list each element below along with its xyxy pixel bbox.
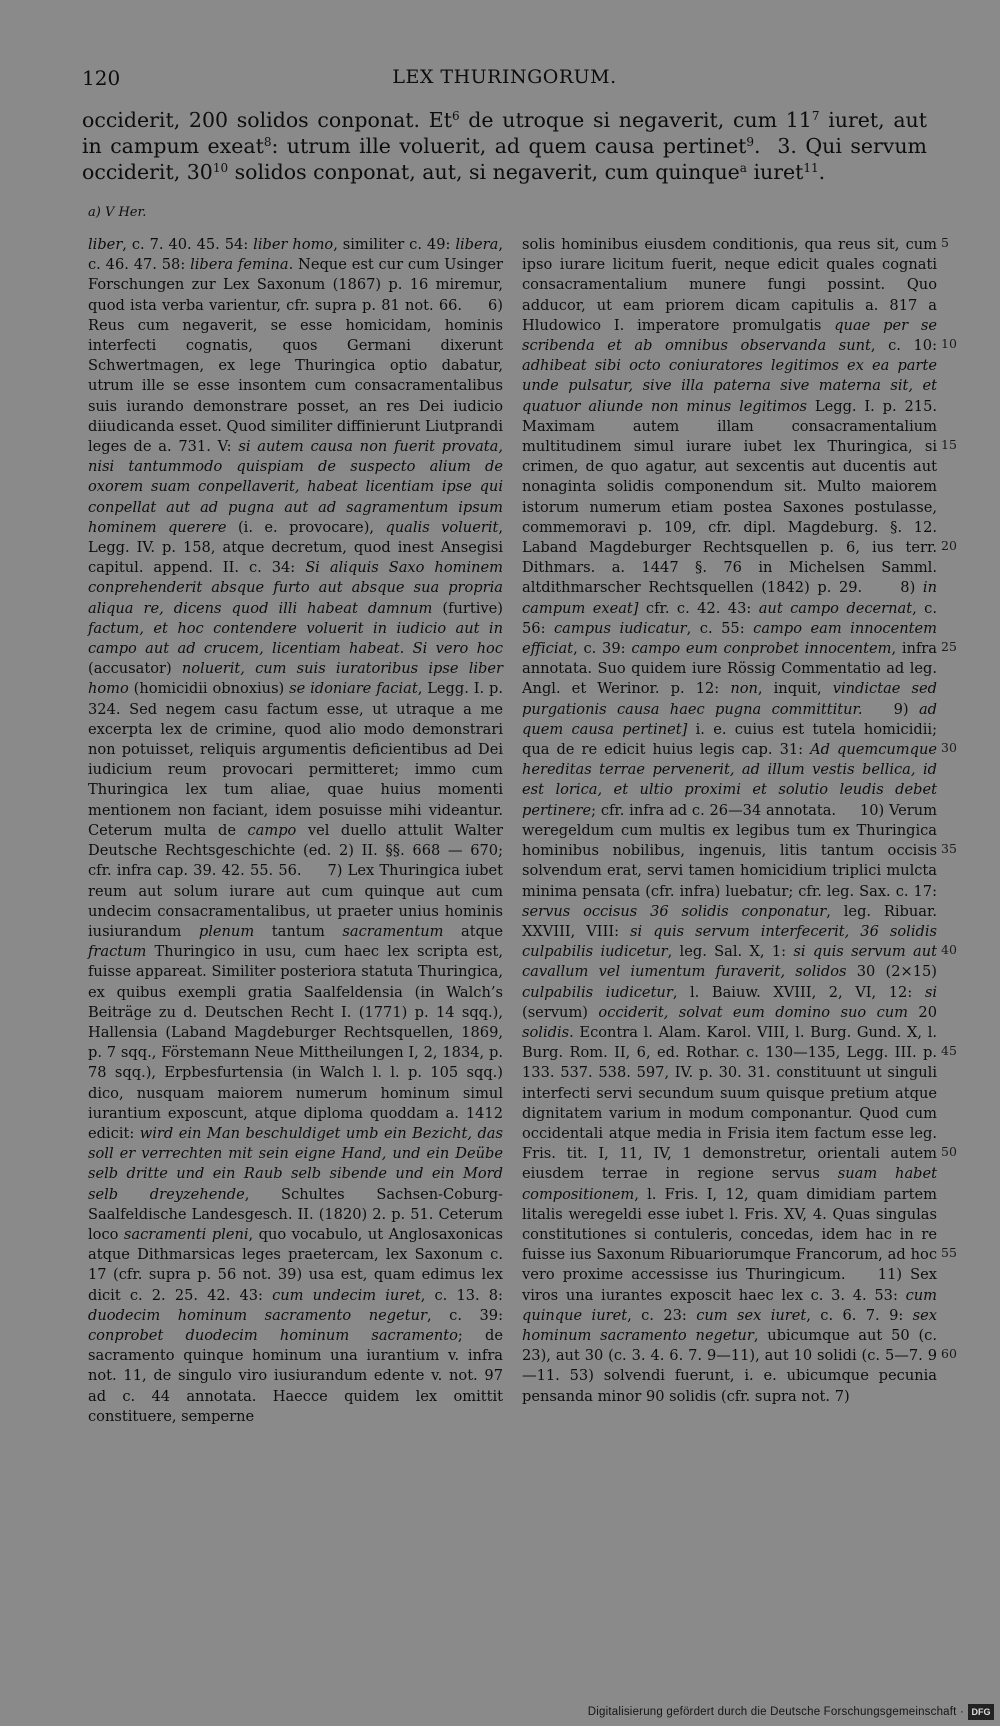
line-number: 55 bbox=[941, 1245, 957, 1260]
line-number: 10 bbox=[941, 336, 957, 351]
digitization-footer bbox=[0, 1700, 1000, 1726]
page-header bbox=[82, 66, 927, 96]
footer-credit: Digitalisierung gefördert durch die Deutsche Forschungsgemeinschaft · bbox=[587, 1706, 964, 1718]
page-number: 120 bbox=[82, 66, 121, 90]
line-number: 25 bbox=[941, 639, 957, 654]
dfg-logo: DFG bbox=[968, 1704, 994, 1720]
line-number: 45 bbox=[941, 1043, 957, 1058]
variant-note: a) V Her. bbox=[88, 205, 147, 220]
line-number: 60 bbox=[941, 1346, 957, 1361]
notes-left-text: liber, c. 7. 40. 45. 54: liber homo, similiter c. 49: libera, c. 46. 47. 58: libera femina. Neque est cur cum Usinger Forschungen zur Lex Saxonum (1867) p. 16 miremur, quod ista verba varientur, cfr. supra p. 81 not. 66. 6) Reus cum negaverit, se esse homicidam, hominis interfecti cognatis, quos Germani dixerunt Schwertmagen, ex lege Thuringica optio dabatur, utrum ille se esse insontem cum consacramentalibus suis iurando demonstrare posset, an res Dei iudicio diiudicanda esset. Quod similiter diffinierunt Liutprandi leges de a. 731. V: si autem causa non fuerit provata, nisi tantummodo quispiam de suspecto alium de oxorem suam conpellaverit, habeat licentiam ipse qui conpellat aut ad pugna aut ad sagramentum ipsum hominem querere (i. e. provocare), qualis voluerit, Legg. IV. p. 158, atque decretum, quod inest Ansegisi capitul. append. II. c. 34: Si aliquis Saxo hominem conprehenderit absque furto aut absque sua propria aliqua re, dicens quod illi habeat damnum (furtive) factum, et hoc contendere voluerit in iudicio aut in campo aut ad crucem, licentiam habeat. Si vero hoc (accusator) noluerit, cum suis iuratoribus ipse liber homo (homicidii obnoxius) se idoniare faciat, Legg. I. p. 324. Sed negem casu factum esse, ut utraque a me excerpta lex de crimine, quod alio modo demonstrari non potuisset, reliquis argumentis deficientibus ad Dei iudicium reum provocari permitteret; immo cum Thuringica lex tum aliae, quae huius momenti mentionem non faciant, idem posuisse mihi videantur. Ceterum multa de campo vel duello attulit Walter Deutsche Rechtsgeschichte (ed. 2) II. §§. 668 — 670; cfr. infra cap. 39. 42. 55. 56. 7) Lex Thuringica iubet reum aut solum iurare aut cum quinque aut cum undecim consacramentalibus, ut praeter unius hominis iusiurandum plenum tantum sacramentum atque fractum Thuringico in usu, cum haec lex scripta est, fuisse appareat. Similiter posteriora statuta Thuringica, ex quibus exempli gratia Saalfeldensia (in Walch’s Beiträge zu d. Deutschen Recht I. (1771) p. 14 sqq.), Hallensia (Laband Magdeburger Rechtsquellen, 1869, p. 7 sqq., Förstemann Neue Mittheilungen I, 2, 1834, p. 78 sqq.), Erpbesfurtensia (in Walch l. l. p. 105 sqq.) dico, nusquam maiorem numerum hominum simul iurantium exposcunt, atque diploma quoddam a. 1412 edicit: wird ein Man beschuldiget umb ein Bezicht, das soll er verrechten mit sein eigne Hand, und ein Deübe selb dritte und ein Raub selb sibende und ein Mord selb dreyzehende, Schultes Sachsen-Coburg-Saalfeldische Landesgesch. II. (1820) 2. p. 51. Ceterum loco sacramenti pleni, quo vocabulo, ut Anglosaxonicas atque Dithmarsicas leges praetercam, lex Saxonum c. 17 (cfr. supra p. 56 not. 39) usa est, quam edimus lex dicit c. 2. 25. 42. 43: cum undecim iuret, c. 13. 8: duodecim hominum sacramento negetur, c. 39: conprobet duodecim hominum sacramento; de sacramento quinque hominum una iurantium v. infra not. 11, de singulo viro iusiurandum edente v. not. 97 ad c. 44 annotata. Haecce quidem lex omittit constituere, semperne bbox=[88, 236, 503, 1425]
notes-right-column bbox=[522, 235, 937, 1407]
notes-right-text: solis hominibus eiusdem conditionis, qua reus sit, cum ipso iurare licitum fuerit, neque edicit quales cognati consacramentalium munere fungi possint. Quo adducor, ut eam priorem dicam capitulis a. 817 a Hludowico I. imperatore promulgatis quae per se scribenda et ab omnibus observanda sunt, c. 10: adhibeat sibi octo coniuratores legitimos ex ea parte unde pulsatur, sive illa paterna sive materna sit, et quatuor aliunde non minus legitimos Legg. I. p. 215. Maximam autem illam consacramentalium multitudinem simul iurare iubet lex Thuringica, si crimen, de quo agatur, aut sexcentis aut ducentis aut nonaginta solidis componendum sit. Multo maiorem istorum numerum etiam postea Saxones postulasse, commemoravi p. 109, cfr. dipl. Magdeburg. §. 12. Laband Magdeburger Rechtsquellen p. 6, ius terr. Dithmars. a. 1447 §. 76 in Michelsen Samml. altdithmarscher Rechtsquellen (1842) p. 29. 8) in campum exeat] cfr. c. 42. 43: aut campo decernat, c. 56: campus iudicatur, c. 55: campo eam innocentem efficiat, c. 39: campo eum conprobet innocentem, infra annotata. Suo quidem iure Rössig Commentatio ad leg. Angl. et Werinor. p. 12: non, inquit, vindictae sed purgationis causa haec pugna committitur. 9) ad quem causa pertinet] i. e. cuius est tutela homicidii; qua de re edicit huius legis cap. 31: Ad quemcumque hereditas terrae pervenerit, ad illum vestis bellica, id est lorica, et ultio proximi et solutio leudis debet pertinere; cfr. infra ad c. 26—34 annotata. 10) Verum weregeldum cum multis ex legibus tum ex Thuringica hominibus nobilibus, ingenuis, litis tantum occisis solvendum erat, servi tamen homicidium triplici mulcta minima pensata (cfr. infra) luebatur; cfr. leg. Sax. c. 17: servus occisus 36 solidis conponatur, leg. Ribuar. XXVIII, VIII: si quis servum interfecerit, 36 solidis culpabilis iudicetur, leg. Sal. X, 1: si quis servum aut cavallum vel iumentum furaverit, solidos 30 (2×15) culpabilis iudicetur, l. Baiuw. XVIII, 2, VI, 12: si (servum) occiderit, solvat eum domino suo cum 20 solidis. Econtra l. Alam. Karol. VIII, l. Burg. Gund. X, l. Burg. Rom. II, 6, ed. Rothar. c. 130—135, Legg. III. p. 133. 537. 538. 597, IV. p. 30. 31. constituunt ut singuli interfecti servi secundum suum quisque pretium atque dignitatem varium in modum componantur. Quod cum occidentali atque media in Frisia item factum esse leg. Fris. tit. I, 11, IV, 1 demonstretur, orientali autem eiusdem terrae in regione servus suam habet compositionem, l. Fris. I, 12, quam dimidiam partem litalis weregeldi esse iubet l. Fris. XV, 4. Quas singulas constitutiones si contuleris, concedas, idem hac in re fuisse ius Saxonum Ribuariorumque Francorum, ad hoc vero proxime accessisse ius Thuringicum. 11) Sex viros una iurantes exposcit haec lex c. 3. 4. 53: cum quinque iuret, c. 23: cum sex iuret, c. 6. 7. 9: sex hominum sacramento negetur, ubicumque aut 50 (c. 23), aut 30 (c. 3. 4. 6. 7. 9—11), aut 10 solidi (c. 5—7. 9—11. 53) solvendi fuerunt, i. e. ubicumque pecunia pensanda minor 90 solidis (cfr. supra not. 7) bbox=[522, 236, 938, 1405]
law-text: occiderit, 200 solidos conponat. Et$^6$ de utroque si negaverit, cum $11^7$ iuret, aut in campum exeat$^8$: utrum ille voluerit, ad quem causa pertinet$^9$. 3. Qui servum occiderit, $30^{10}$ solidos conponat, aut, si negaverit, cum quinque$^a$ iuret$^{11}$. bbox=[82, 108, 927, 184]
notes-left-column bbox=[88, 235, 503, 1427]
line-number: 30 bbox=[941, 740, 957, 755]
running-title: LEX THURINGORUM. bbox=[392, 66, 617, 88]
line-number: 20 bbox=[941, 538, 957, 553]
line-number: 5 bbox=[941, 235, 949, 250]
line-number: 15 bbox=[941, 437, 957, 452]
line-number: 50 bbox=[941, 1144, 957, 1159]
line-number: 40 bbox=[941, 942, 957, 957]
line-number: 35 bbox=[941, 841, 957, 856]
